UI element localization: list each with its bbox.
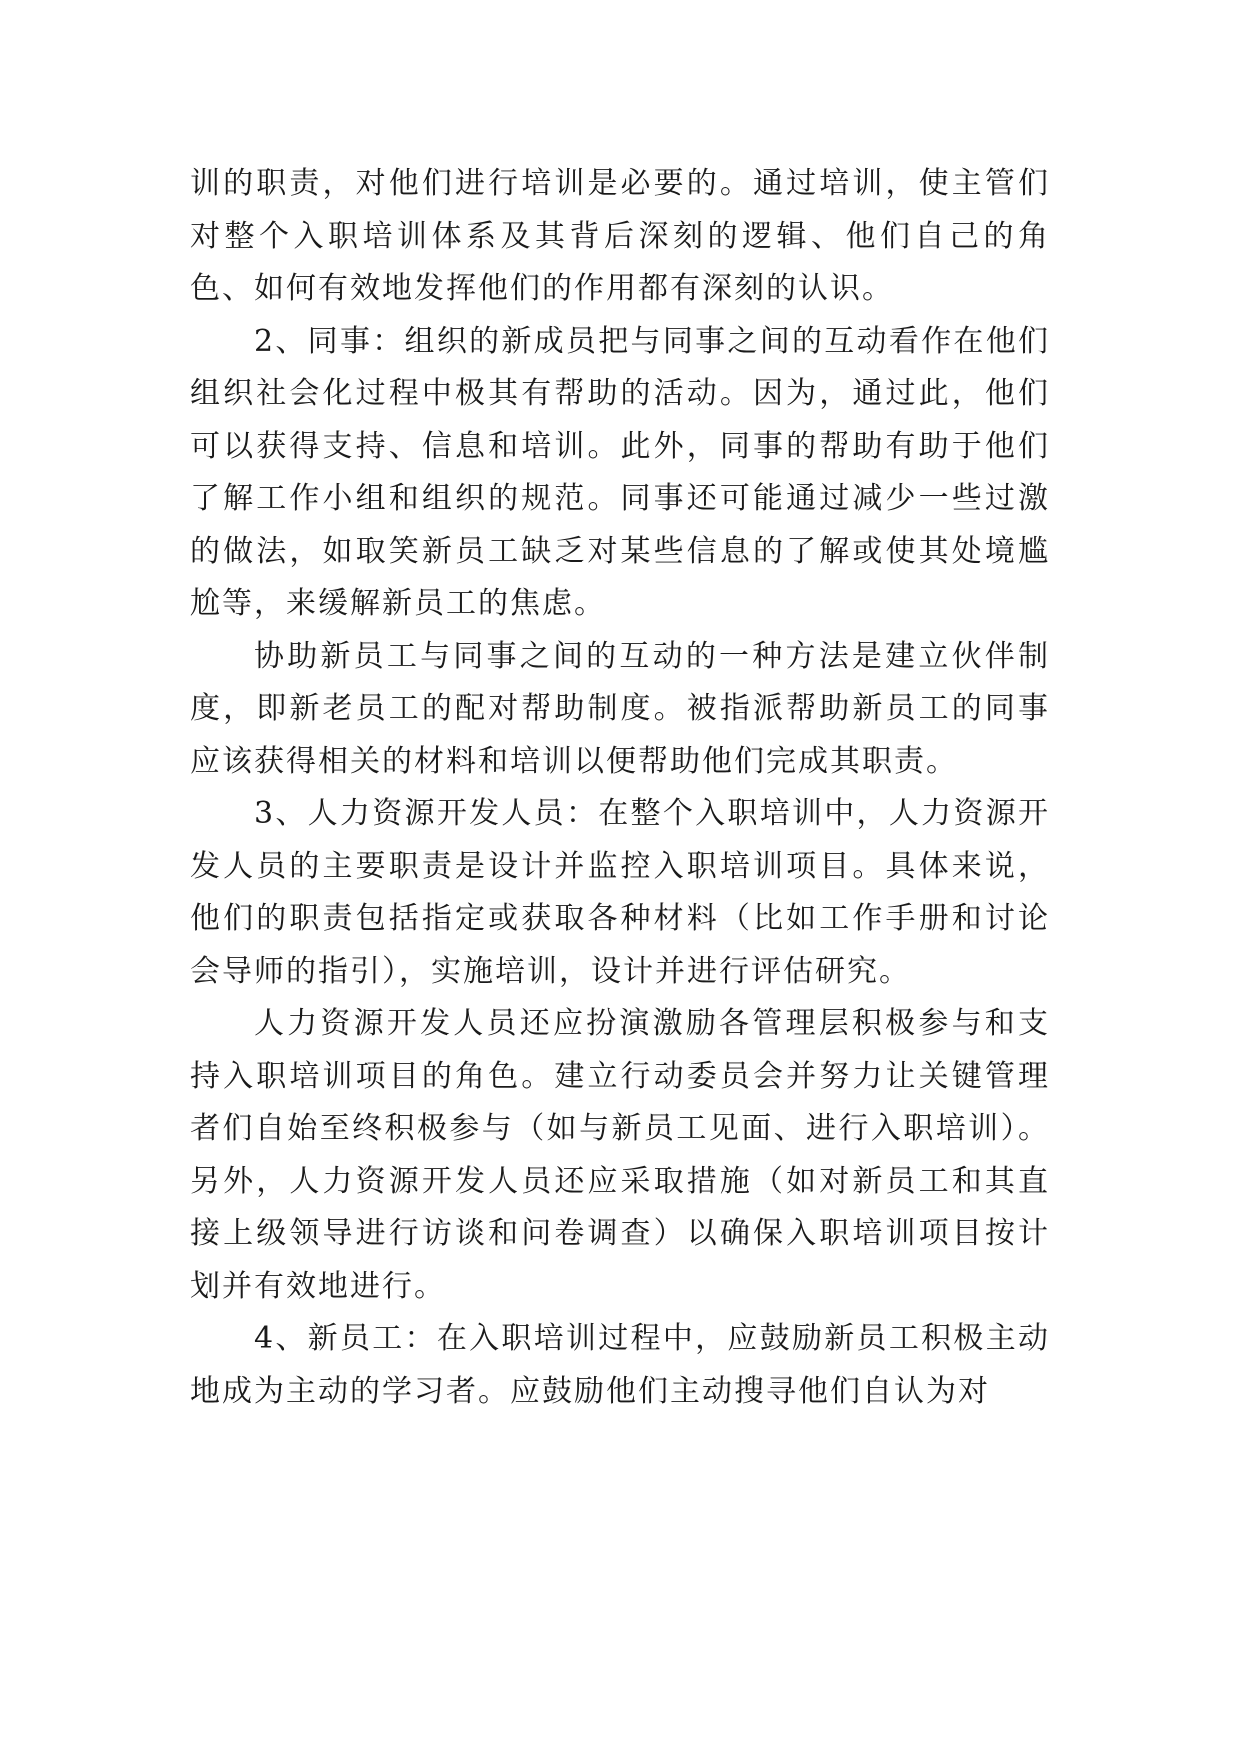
document-body: [190, 158, 1050, 1418]
paragraph-hrd-motivation: 人力资源开发人员还应扮演激励各管理层积极参与和支持入职培训项目的角色。建立行动委员会并努力让关键管理者们自始至终积极参与（如与新员工见面、进行入职培训）。另外，人力资源开发人员还应采取措施（如对新员工和其直接上级领导进行访谈和问卷调查）以确保入职培训项目按计划并有效地进行。: [190, 1006, 1050, 1304]
paragraph-new-employees: 4、新员工：在入职培训过程中，应鼓励新员工积极主动地成为主动的学习者。应鼓励他们主动搜寻他们自认为对: [190, 1321, 1050, 1409]
paragraph-continuation-supervisors: 训的职责，对他们进行培训是必要的。通过培训，使主管们对整个入职培训体系及其背后深刻的逻辑、他们自己的角色、如何有效地发挥他们的作用都有深刻的认识。: [190, 166, 1050, 306]
paragraph-hrd-staff: 3、人力资源开发人员：在整个入职培训中，人力资源开发人员的主要职责是设计并监控入职培训项目。具体来说，他们的职责包括指定或获取各种材料（比如工作手册和讨论会导师的指引），实施培训，设计并进行评估研究。: [190, 796, 1050, 989]
paragraph-coworkers: 2、同事：组织的新成员把与同事之间的互动看作在他们组织社会化过程中极其有帮助的活动。因为，通过此，他们可以获得支持、信息和培训。此外，同事的帮助有助于他们了解工作小组和组织的规范。同事还可能通过减少一些过激的做法，如取笑新员工缺乏对某些信息的了解或使其处境尴尬等，来缓解新员工的焦虑。: [190, 323, 1050, 621]
paragraph-buddy-system: 协助新员工与同事之间的互动的一种方法是建立伙伴制度，即新老员工的配对帮助制度。被指派帮助新员工的同事应该获得相关的材料和培训以便帮助他们完成其职责。: [190, 638, 1050, 779]
